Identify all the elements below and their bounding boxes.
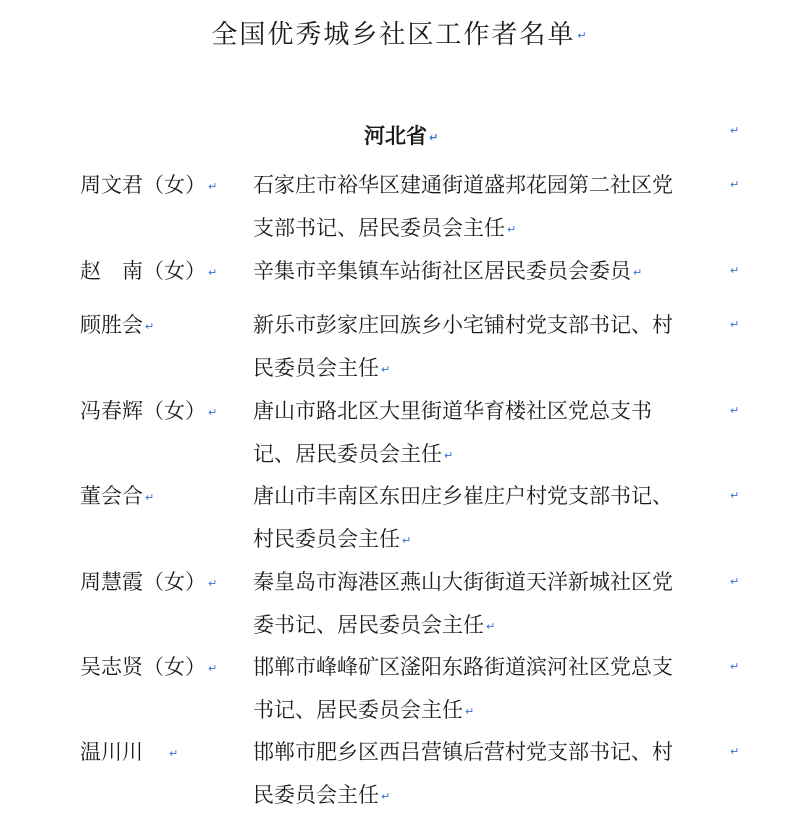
position-line: 记、居民委员会主任 ↵ <box>253 442 454 466</box>
person-name: 吴志贤（女） ↵ <box>80 655 218 679</box>
paragraph-mark-icon: ↵ <box>730 660 740 673</box>
province-heading <box>364 120 438 150</box>
document-title <box>0 14 800 51</box>
paragraph-mark-icon: ↵ <box>208 576 218 590</box>
position-line: 唐山市路北区大里街道华育楼社区党总支书 <box>253 399 652 423</box>
person-position <box>253 164 733 250</box>
paragraph-mark-icon: ↵ <box>633 265 643 279</box>
paragraph-mark-icon: ↵ <box>145 319 155 333</box>
paragraph-mark-icon: ↵ <box>208 661 218 675</box>
person-name: 冯春辉（女） ↵ <box>80 399 218 423</box>
paragraph-mark-icon: ↵ <box>577 29 589 42</box>
paragraph-mark-icon: ↵ <box>465 704 475 718</box>
person-name: 董会合 ↵ <box>80 484 155 508</box>
province-text: 河北省 <box>364 124 427 148</box>
position-line: 辛集市辛集镇车站街社区居民委员会委员 ↵ <box>253 259 643 283</box>
position-line: 唐山市丰南区东田庄乡崔庄户村党支部书记、 <box>253 484 673 508</box>
position-line: 委书记、居民委员会主任 ↵ <box>253 613 496 637</box>
position-line: 支部书记、居民委员会主任 ↵ <box>253 216 517 240</box>
paragraph-mark-icon: ↵ <box>730 575 740 588</box>
person-position <box>253 475 733 561</box>
person-name: 顾胜会 ↵ <box>80 313 155 337</box>
person-name: 赵 南（女） ↵ <box>80 259 218 283</box>
person-position <box>253 304 733 390</box>
person-position <box>253 646 733 732</box>
paragraph-mark-icon: ↵ <box>507 222 517 236</box>
person-name: 周慧霞（女） ↵ <box>80 570 218 594</box>
position-line: 村民委员会主任 ↵ <box>253 527 412 551</box>
paragraph-mark-icon: ↵ <box>730 264 740 277</box>
paragraph-mark-icon: ↵ <box>444 448 454 462</box>
paragraph-mark-icon: ↵ <box>208 265 218 279</box>
person-position <box>253 731 733 817</box>
paragraph-mark-icon: ↵ <box>169 746 179 760</box>
title-text: 全国优秀城乡社区工作者名单 <box>211 20 576 50</box>
paragraph-mark-icon: ↵ <box>730 489 740 502</box>
person-name: 温川川 ↵ <box>80 740 179 764</box>
position-line: 邯郸市肥乡区西吕营镇后营村党支部书记、村 <box>253 740 673 764</box>
paragraph-mark-icon: ↵ <box>208 405 218 419</box>
position-line: 新乐市彭家庄回族乡小宅铺村党支部书记、村 <box>253 313 673 337</box>
paragraph-mark-icon: ↵ <box>486 619 496 633</box>
position-line: 民委员会主任 ↵ <box>253 356 391 380</box>
paragraph-mark-icon: ↵ <box>730 178 740 191</box>
paragraph-mark-icon: ↵ <box>381 789 391 803</box>
paragraph-mark-icon: ↵ <box>145 490 155 504</box>
paragraph-mark-icon: ↵ <box>730 124 740 137</box>
position-line: 邯郸市峰峰矿区滏阳东路街道滨河社区党总支 <box>253 655 673 679</box>
person-name: 周文君（女） ↵ <box>80 173 218 197</box>
person-position <box>253 390 733 476</box>
paragraph-mark-icon: ↵ <box>730 318 740 331</box>
paragraph-mark-icon: ↵ <box>730 404 740 417</box>
position-line: 书记、居民委员会主任 ↵ <box>253 698 475 722</box>
position-line: 民委员会主任 ↵ <box>253 783 391 807</box>
paragraph-mark-icon: ↵ <box>429 130 439 144</box>
paragraph-mark-icon: ↵ <box>381 362 391 376</box>
position-line: 秦皇岛市海港区燕山大街街道天洋新城社区党 <box>253 570 673 594</box>
paragraph-mark-icon: ↵ <box>208 179 218 193</box>
position-line: 石家庄市裕华区建通街道盛邦花园第二社区党 <box>253 173 673 197</box>
paragraph-mark-icon: ↵ <box>402 533 412 547</box>
paragraph-mark-icon: ↵ <box>730 745 740 758</box>
person-position <box>253 561 733 647</box>
person-position <box>253 250 733 293</box>
